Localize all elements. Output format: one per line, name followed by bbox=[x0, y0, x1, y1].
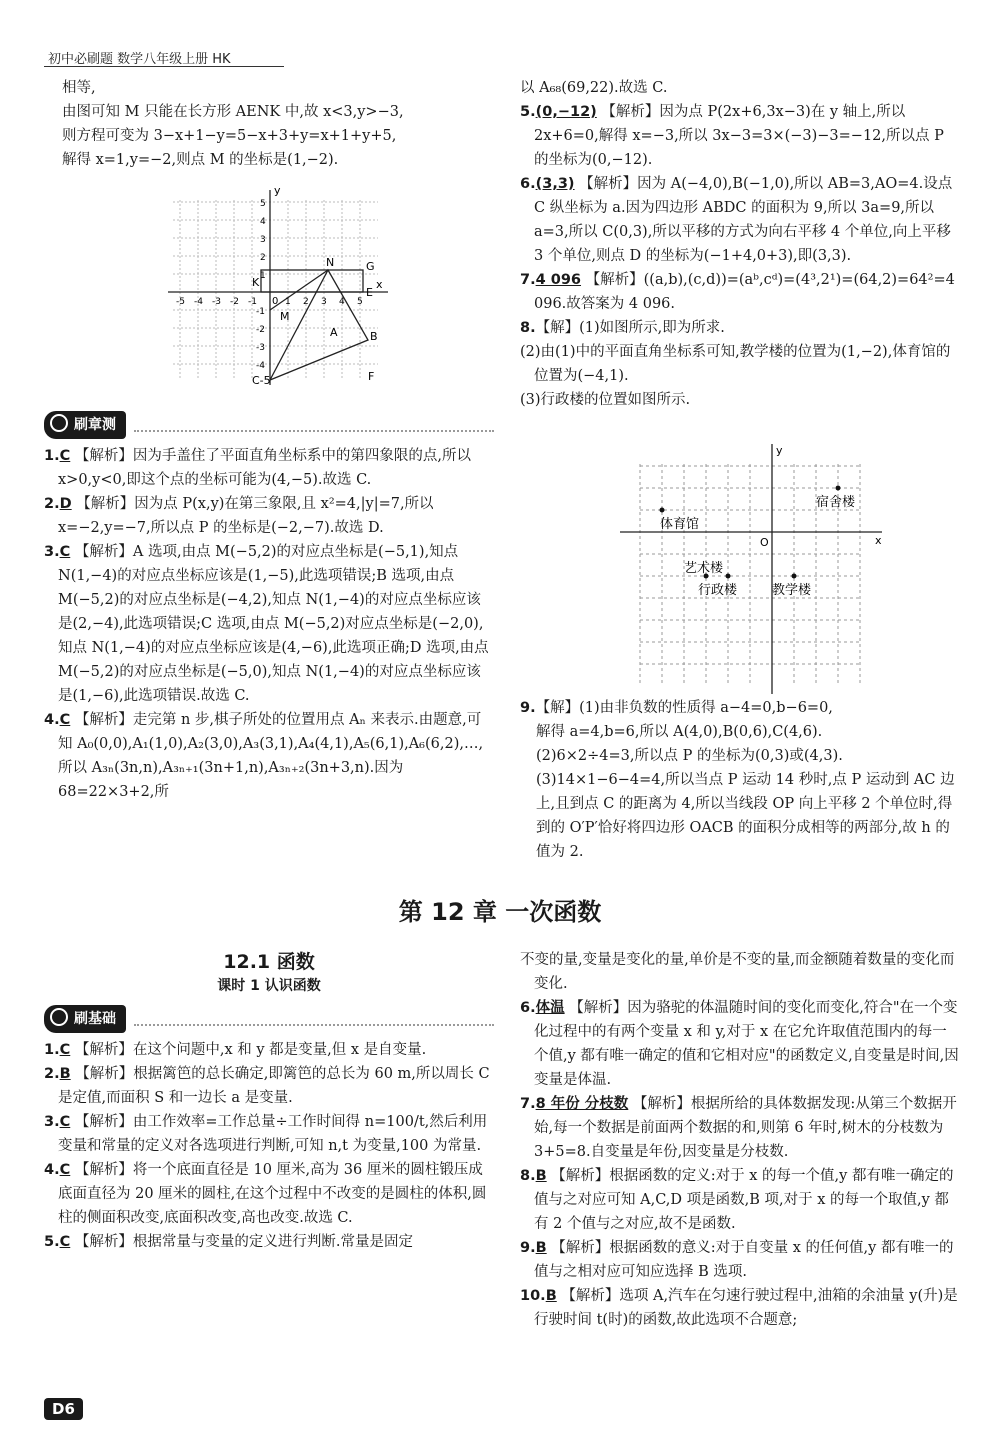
section-banner bbox=[44, 412, 494, 438]
item-text: 以 A₆₈(69,22).故选 C. bbox=[520, 80, 668, 96]
item-number: 4. bbox=[44, 712, 60, 728]
header-rule bbox=[44, 66, 284, 67]
item-number: 1. bbox=[44, 448, 60, 464]
answer-item bbox=[520, 1236, 960, 1284]
y-axis-label: y bbox=[274, 184, 281, 197]
bottom-left-column bbox=[44, 944, 494, 1254]
answer-line bbox=[520, 696, 960, 720]
point-b-label: B bbox=[370, 330, 378, 343]
item-answer: C bbox=[59, 544, 71, 560]
item-number: 3. bbox=[44, 1114, 60, 1130]
item-answer: B bbox=[59, 1066, 71, 1082]
item-text: 【解析】因为 A(−4,0),B(−1,0),所以 AB=3,AO=4.设点 C 纵坐标为 a.因为四边形 ABDC 的面积为 9,所以 3a=9,所以 a=3,所以 C(0,3),所以平移的方式为向右平移 4 个单位,向上平移 3 个单位,则点 D 的坐标为(−1+4,0+3),即(3,3). bbox=[534, 176, 953, 264]
item-answer: C bbox=[59, 1234, 71, 1250]
item-text: 【解析】因为骆驼的体温随时间的变化而变化,符合"在一个变化过程中的有两个变量 x 和 y,对于 x 在它允许取值范围内的每一个值,y 都有唯一确定的值和它相对应"的函数定义,自变量是时间,因变量是体温. bbox=[534, 1000, 959, 1088]
item-answer: C bbox=[59, 1162, 71, 1178]
brush-icon bbox=[50, 1008, 68, 1026]
coordinate-figure-1 bbox=[168, 180, 398, 390]
point-k-label: K bbox=[252, 276, 260, 289]
answer-item bbox=[520, 1092, 960, 1164]
answer-item bbox=[520, 996, 960, 1092]
dotted-rule bbox=[134, 1012, 494, 1026]
point-m-label: M bbox=[280, 310, 290, 323]
text-line: 解得 x=1,y=−2,则点 M 的坐标是(1,−2). bbox=[62, 152, 339, 168]
bottom-right-column bbox=[520, 948, 960, 1332]
item-text: 【解】(1)由非负数的性质得 a−4=0,b−6=0, bbox=[535, 700, 833, 716]
item-text: 不变的量,变量是变化的量,单价是不变的量,而金额随着数量的变化而变化. bbox=[520, 952, 955, 992]
text-line: 相等, bbox=[62, 80, 96, 96]
answer-item bbox=[44, 444, 494, 492]
item-answer: 8 年份 分枝数 bbox=[535, 1096, 629, 1112]
item-number: 5. bbox=[520, 104, 536, 120]
item-text: 【解析】根据篱笆的总长确定,即篱笆的总长为 60 m,所以周长 C 是定值,而面积 S 和一边长 a 是变量. bbox=[58, 1066, 490, 1106]
page-number: D6 bbox=[44, 1398, 83, 1420]
campus-map-figure bbox=[620, 444, 890, 700]
item-text: (2)由(1)中的平面直角坐标系可知,教学楼的位置为(1,−2),体育馆的位置为(−4,1). bbox=[520, 344, 951, 384]
answer-item bbox=[520, 1164, 960, 1236]
item-text: 【解析】根据函数的定义:对于 x 的每一个值,y 都有唯一确定的值与之对应可知 A,C,D 项是函数,B 项,对于 x 的每一个取值,y 都有 2 个值与之对应,故不是函数. bbox=[534, 1168, 954, 1232]
x-tick: -4 bbox=[194, 297, 203, 307]
lesson-title: 课时 1 认识函数 bbox=[217, 978, 321, 994]
running-header: 初中必刷题 数学八年级上册 HK bbox=[48, 52, 231, 67]
item-answer: (3,3) bbox=[535, 176, 575, 192]
answer-item bbox=[44, 1110, 494, 1158]
y-tick: 3 bbox=[260, 235, 266, 245]
answer-item bbox=[520, 1284, 960, 1332]
y-tick: 1 bbox=[260, 271, 266, 281]
right-top-text bbox=[520, 76, 960, 412]
point-a-label: A bbox=[330, 326, 338, 339]
item-answer: B bbox=[535, 1240, 547, 1256]
y-tick: 4 bbox=[260, 217, 266, 227]
item-text: 【解析】根据所给的具体数据发现:从第三个数据开始,每一个数据是前面两个数据的和,则第 6 年时,树木的分枝数为 3+5=8.自变量是年份,因变量是分枝数. bbox=[534, 1096, 957, 1160]
answer-item bbox=[44, 540, 494, 708]
item-text: 【解析】将一个底面直径是 10 厘米,高为 36 厘米的圆柱锻压成底面直径为 20 厘米的圆柱,在这个过程中不改变的是圆柱的体积,圆柱的侧面积改变,底面积改变,高也改变.故选 C. bbox=[58, 1162, 487, 1226]
y-tick: -3 bbox=[256, 343, 265, 353]
answer-item bbox=[520, 388, 960, 412]
answer-item bbox=[44, 1230, 494, 1254]
item-number: 9. bbox=[520, 1240, 536, 1256]
x-tick: -2 bbox=[230, 297, 239, 307]
answer-line: (3)14×1−6−4=4,所以当点 P 运动 14 秒时,点 P 运动到 AC 边上,且到点 C 的距离为 4,所以当线段 OP 向上平移 2 个单位时,得到的 O′P′恰好将四边形 OACB 的面积分成相等的两部分,故 h 的值为 2. bbox=[536, 772, 955, 860]
text-line: 由图可知 M 只能在长方形 AENK 中,故 x<3,y>−3, bbox=[62, 104, 404, 120]
answer-item bbox=[44, 492, 494, 540]
item-number: 5. bbox=[44, 1234, 60, 1250]
item-answer: C bbox=[59, 1042, 71, 1058]
x-tick: 4 bbox=[339, 297, 345, 307]
item-answer: B bbox=[535, 1168, 547, 1184]
item-number: 7. bbox=[520, 1096, 536, 1112]
item-text: 【解析】因为点 P(x,y)在第三象限,且 x²=4,|y|=7,所以 x=−2,y=−7,所以点 P 的坐标是(−2,−7).故选 D. bbox=[58, 496, 434, 536]
point-e-label: E bbox=[366, 286, 373, 299]
x-axis-label: x bbox=[875, 534, 882, 547]
x-tick: -5 bbox=[176, 297, 185, 307]
answer-item bbox=[520, 76, 960, 100]
item-text: 【解析】根据函数的意义:对于自变量 x 的任何值,y 都有唯一的值与之相对应可知应选择 B 选项. bbox=[534, 1240, 954, 1280]
x-tick: 1 bbox=[285, 297, 291, 307]
brush-icon bbox=[50, 414, 68, 432]
item-number: 4. bbox=[44, 1162, 60, 1178]
item-number: 8. bbox=[520, 1168, 536, 1184]
answer-item bbox=[520, 100, 960, 172]
map-label-art-building: 艺术楼 bbox=[684, 561, 724, 576]
item-text: 【解析】在这个问题中,x 和 y 都是变量,但 x 是自变量. bbox=[74, 1042, 427, 1058]
origin-label: O bbox=[760, 536, 769, 549]
x-tick: 5 bbox=[357, 297, 363, 307]
right-q9-text bbox=[520, 696, 960, 864]
item-text: 【解】(1)如图所示,即为所求. bbox=[535, 320, 725, 336]
answer-item bbox=[44, 1158, 494, 1230]
item-text: 【解析】因为点 P(2x+6,3x−3)在 y 轴上,所以 2x+6=0,解得 x=−3,所以 3x−3=3×(−3)−3=−12,所以点 P 的坐标为(0,−12). bbox=[534, 104, 944, 168]
y-axis-label: y bbox=[776, 444, 783, 457]
item-number: 6. bbox=[520, 176, 536, 192]
item-text: 【解析】((a,b),(c,d))=(aᵇ,cᵈ)=(4³,2¹)=(64,2)=64²=4 096.故答案为 4 096. bbox=[534, 272, 955, 312]
answer-item bbox=[44, 1062, 494, 1110]
map-label-admin-building: 行政楼 bbox=[698, 583, 738, 598]
answer-item bbox=[44, 1038, 494, 1062]
item-answer: C bbox=[59, 712, 71, 728]
answer-item bbox=[520, 172, 960, 268]
map-label-gym: 体育馆 bbox=[660, 517, 700, 532]
item-number: 1. bbox=[44, 1042, 60, 1058]
item-number: 2. bbox=[44, 496, 60, 512]
point-g-label: G bbox=[366, 260, 375, 273]
text-line: 则方程可变为 3−x+1−y=5−x+3+y=x+1+y+5, bbox=[62, 128, 397, 144]
item-text: (3)行政楼的位置如图所示. bbox=[520, 392, 691, 408]
item-text: 【解析】根据常量与变量的定义进行判断.常量是固定 bbox=[74, 1234, 413, 1250]
point-f-label: F bbox=[368, 370, 375, 383]
item-answer: (0,−12) bbox=[535, 104, 597, 120]
item-answer: B bbox=[545, 1288, 557, 1304]
item-number: 6. bbox=[520, 1000, 536, 1016]
item-text: 【解析】因为手盖住了平面直角坐标系中的第四象限的点,所以 x>0,y<0,即这个点的坐标可能为(4,−5).故选 C. bbox=[58, 448, 471, 488]
banner-badge bbox=[44, 1005, 126, 1033]
item-number: 9. bbox=[520, 700, 536, 716]
point-c-label: C-5 bbox=[252, 374, 271, 387]
x-axis-label: x bbox=[376, 278, 383, 291]
map-label-dormitory: 宿舍楼 bbox=[816, 495, 856, 510]
origin-label: 0 bbox=[272, 296, 279, 307]
item-answer: C bbox=[59, 448, 71, 464]
item-answer: D bbox=[59, 496, 72, 512]
y-tick: -4 bbox=[256, 361, 265, 371]
map-label-teaching-building: 教学楼 bbox=[772, 583, 812, 598]
item-number: 7. bbox=[520, 272, 536, 288]
banner-label: 刷基础 bbox=[74, 1011, 116, 1027]
y-tick: -2 bbox=[256, 325, 265, 335]
answer-item bbox=[520, 268, 960, 316]
x-tick: -3 bbox=[212, 297, 221, 307]
dotted-rule bbox=[134, 418, 494, 432]
x-tick: -1 bbox=[248, 297, 257, 307]
banner-label: 刷章测 bbox=[74, 417, 116, 433]
item-number: 3. bbox=[44, 544, 60, 560]
y-tick: -1 bbox=[256, 307, 265, 317]
item-answer: 4 096 bbox=[535, 272, 582, 288]
item-answer: 体温 bbox=[535, 1000, 565, 1016]
point-n-label: N bbox=[326, 256, 335, 269]
answer-line: 解得 a=4,b=6,所以 A(4,0),B(0,6),C(4,6). bbox=[536, 724, 823, 740]
item-text: 【解析】走完第 n 步,棋子所处的位置用点 Aₙ 来表示.由题意,可知 A₀(0,0),A₁(1,0),A₂(3,0),A₃(3,1),A₄(4,1),A₅(6,1),A₆(6,2),…,所以 A₃ₙ(3n,n),A₃ₙ₊₁(3n+1,n),A₃ₙ₊₂(3n+3,n).因为 68=22×3+2,所 bbox=[58, 712, 484, 800]
chapter-title: 第 12 章 一次函数 bbox=[398, 898, 602, 926]
item-number: 10. bbox=[520, 1288, 546, 1304]
item-answer: C bbox=[59, 1114, 71, 1130]
y-tick: 2 bbox=[260, 253, 266, 263]
answer-line: (2)6×2÷4=3,所以点 P 的坐标为(0,3)或(4,3). bbox=[536, 748, 843, 764]
left-chapter-test bbox=[44, 404, 494, 804]
answer-item bbox=[520, 316, 960, 340]
section-banner bbox=[44, 1006, 494, 1032]
answer-item bbox=[520, 340, 960, 388]
x-tick: 2 bbox=[303, 297, 309, 307]
item-number: 2. bbox=[44, 1066, 60, 1082]
answer-item bbox=[520, 948, 960, 996]
x-tick: 3 bbox=[321, 297, 327, 307]
item-text: 【解析】由工作效率=工作总量÷工作时间得 n=100/t,然后利用变量和常量的定义对各选项进行判断,可知 n,t 为变量,100 为常量. bbox=[58, 1114, 488, 1154]
answer-item bbox=[44, 708, 494, 804]
banner-badge bbox=[44, 411, 126, 439]
item-text: 【解析】选项 A,汽车在匀速行驶过程中,油箱的余油量 y(升)是行驶时间 t(时)的函数,故此选项不合题意; bbox=[534, 1288, 958, 1328]
y-tick: 5 bbox=[260, 199, 266, 209]
left-top-text bbox=[62, 76, 492, 172]
section-title: 12.1 函数 bbox=[223, 951, 315, 973]
item-number: 8. bbox=[520, 320, 536, 336]
item-text: 【解析】A 选项,由点 M(−5,2)的对应点坐标是(−5,1),知点 N(1,−4)的对应点坐标应该是(1,−5),此选项错误;B 选项,由点 M(−5,2)的对应点坐标是(−4,2),知点 N(1,−4)的对应点坐标应该是(2,−4),此选项错误;C 选项,由点 M(−5,2)对应点坐标是(−2,0),知点 N(1,−4)的对应点坐标应该是(4,−6),此选项正确;D 选项,由点 M(−5,2)的对应点坐标是(−5,0),知点 N(1,−4)的对应点坐标应该是(1,−6),此选项错误.故选 C. bbox=[58, 544, 489, 704]
